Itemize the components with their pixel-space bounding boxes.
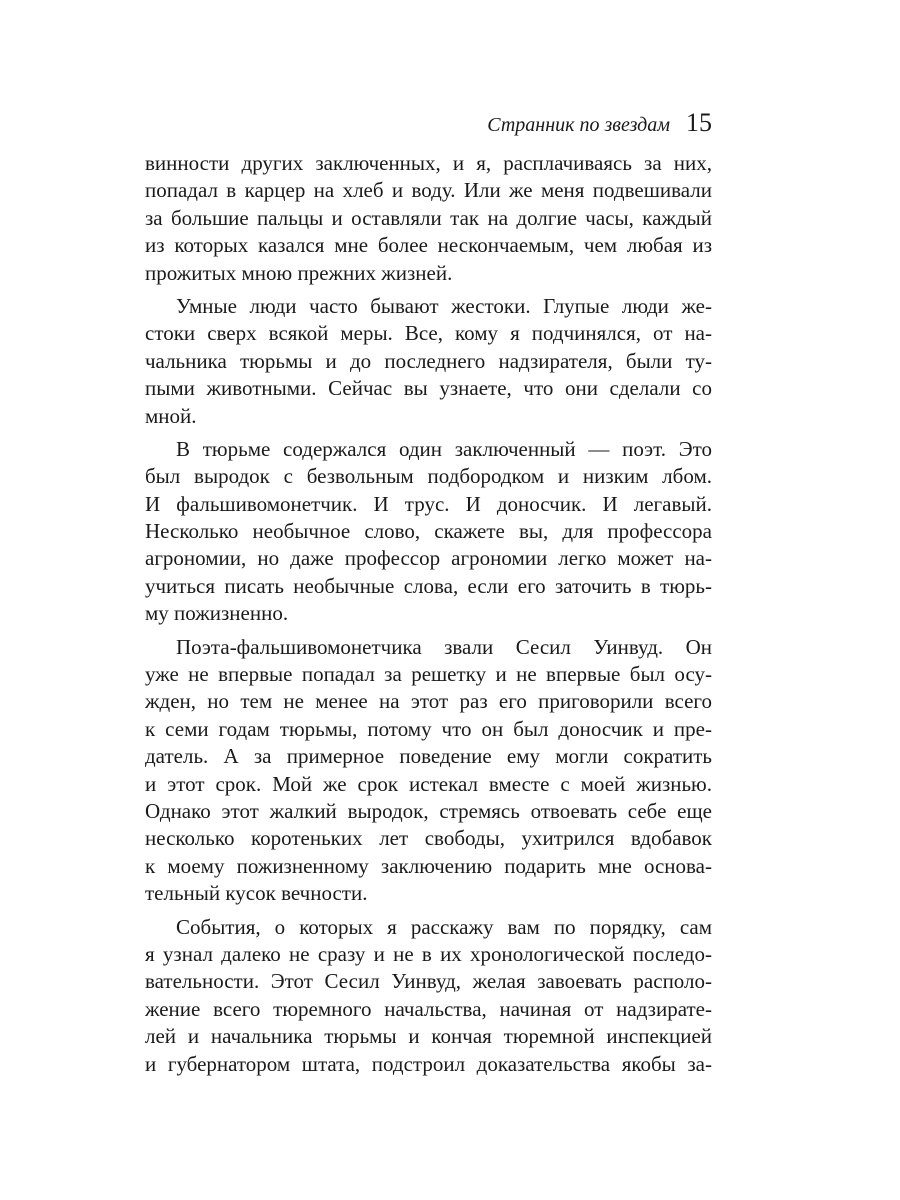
text-line: Несколько необычное слово, скажете вы, для профессора — [145, 519, 712, 544]
paragraph — [145, 150, 712, 287]
text-line: му пожизненно. — [145, 601, 289, 626]
text-line: Однако этот жалкий выродок, стремясь отвоевать себе еще — [145, 798, 712, 823]
text-line: был выродок с безвольным подбородком и низким лбом. — [145, 464, 712, 489]
text-line: мной. — [145, 403, 197, 428]
text-line: В тюрьме содержался один заключенный — поэт. Это — [176, 436, 712, 461]
page-number: 15 — [686, 108, 712, 137]
text-line: чальника тюрьмы и до последнего надзирателя, были ту- — [145, 348, 712, 373]
text-line: жден, но тем не менее на этот раз его приговорили всего — [145, 689, 712, 714]
text-line: И фальшивомонетчик. И трус. И доносчик. И легавый. — [145, 491, 712, 516]
text-line: к семи годам тюрьмы, потому что он был доносчик и пре- — [145, 716, 712, 741]
text-line: учиться писать необычные слова, если его заточить в тюрь- — [145, 573, 712, 598]
running-title: Странник по звездам — [487, 114, 670, 136]
text-line: я узнал далеко не сразу и не в их хронологической последо- — [145, 941, 712, 966]
text-line: вательности. Этот Сесил Уинвуд, желая завоевать располо- — [145, 969, 712, 994]
text-line: и этот срок. Мой же срок истекал вместе с моей жизнью. — [145, 771, 712, 796]
text-line: к моему пожизненному заключению подарить мне основа- — [145, 853, 712, 878]
text-line: несколько коротеньких лет свободы, ухитрился вдобавок — [145, 826, 712, 851]
text-line: и губернатором штата, подстроил доказательства якобы за- — [145, 1051, 712, 1076]
text-line: лей и начальника тюрьмы и кончая тюремной инспекцией — [145, 1024, 712, 1049]
text-line: жение всего тюремного начальства, начиная от надзирате- — [145, 996, 712, 1021]
paragraph — [145, 634, 712, 908]
text-body — [145, 150, 712, 1084]
text-line: попадал в карцер на хлеб и воду. Или же меня подвешивали — [145, 178, 712, 203]
running-header — [145, 108, 712, 138]
text-line: Умные люди часто бывают жестоки. Глупые люди же- — [176, 293, 712, 318]
text-line: стоки сверх всякой меры. Все, кому я подчинялся, от на- — [145, 321, 712, 346]
text-line: агрономии, но даже профессор агрономии легко может на- — [145, 546, 712, 571]
text-line: События, о которых я расскажу вам по порядку, сам — [176, 914, 712, 939]
text-line: уже не впервые попадал за решетку и не впервые был осу- — [145, 662, 712, 687]
text-line: Поэта-фальшивомонетчика звали Сесил Уинвуд. Он — [176, 634, 712, 659]
text-line: датель. А за примерное поведение ему могли сократить — [145, 744, 712, 769]
text-line: винности других заключенных, и я, расплачиваясь за них, — [145, 151, 712, 175]
paragraph — [145, 293, 712, 430]
text-line: прожитых мною прежних жизней. — [145, 260, 453, 285]
text-line: пыми животными. Сейчас вы узнаете, что они сделали со — [145, 376, 712, 401]
text-line: за большие пальцы и оставляли так на долгие часы, каждый — [145, 205, 712, 230]
text-line: из которых казался мне более нескончаемым, чем любая из — [145, 233, 712, 258]
paragraph — [145, 914, 712, 1078]
paragraph — [145, 436, 712, 628]
text-line: тельный кусок вечности. — [145, 881, 368, 906]
